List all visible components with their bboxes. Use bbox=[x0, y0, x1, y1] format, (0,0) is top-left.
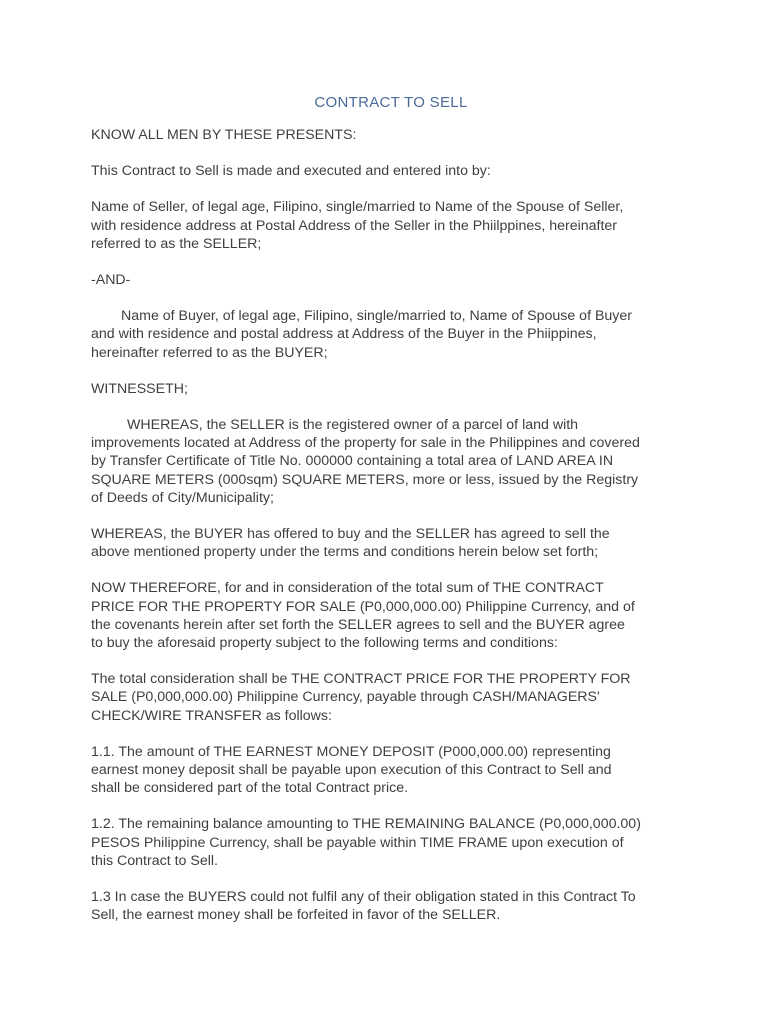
and-separator: -AND- bbox=[91, 272, 131, 289]
document-page bbox=[91, 94, 691, 943]
seller-paragraph: Name of Seller, of legal age, Filipino, single/married to Name of the Spouse of Seller, with residence address at Postal Address of the Seller in the Phiilppines, hereinafter referred to as the SELLER; bbox=[91, 199, 624, 252]
whereas-owner-paragraph: WHEREAS, the SELLER is the registered owner of a parcel of land with improvements located at Address of the property for sale in the Philippines and covered by Transfer Certificate of Title No. 000000 containing a total area of LAND AREA IN SQUARE METERS (000sqm) SQUARE METERS, more or less, issued by the Registry of Deeds of City/Municipality; bbox=[91, 417, 640, 506]
opening-line: KNOW ALL MEN BY THESE PRESENTS: bbox=[91, 127, 357, 143]
buyer-paragraph: Name of Buyer, of legal age, Filipino, single/married to, Name of Spouse of Buyer and with residence and postal address at Address of the Buyer in the Phiippines, hereinafter referred to as the BUYER; bbox=[91, 308, 633, 361]
total-consideration-paragraph: The total consideration shall be THE CONTRACT PRICE FOR THE PROPERTY FOR SALE (P0,000,000.00) Philippine Currency, payable through CASH/MANAGERS' CHECK/WIRE TRANSFER as follows: bbox=[91, 671, 631, 724]
clause-1-3: 1.3 In case the BUYERS could not fulfil any of their obligation stated in this Contract To Sell, the earnest money shall be forfeited in favor of the SELLER. bbox=[91, 889, 636, 924]
whereas-offer-paragraph: WHEREAS, the BUYER has offered to buy and the SELLER has agreed to sell the above mentioned property under the terms and conditions herein below set forth; bbox=[91, 526, 610, 561]
clause-1-2: 1.2. The remaining balance amounting to THE REMAINING BALANCE (P0,000,000.00) PESOS Philippine Currency, shall be payable within TIME FRAME upon execution of this Contract to Sell. bbox=[91, 816, 641, 869]
document-title: CONTRACT TO SELL bbox=[314, 94, 468, 111]
clause-1-1: 1.1. The amount of THE EARNEST MONEY DEPOSIT (P000,000.00) representing earnest money deposit shall be payable upon execution of this Contract to Sell and shall be considered part of the total Contract price. bbox=[91, 743, 612, 797]
witnesseth-heading: WITNESSETH; bbox=[91, 380, 188, 397]
intro-paragraph: This Contract to Sell is made and executed and entered into by: bbox=[91, 163, 491, 180]
now-therefore-paragraph: NOW THEREFORE, for and in consideration of the total sum of THE CONTRACT PRICE FOR THE PROPERTY FOR SALE (P0,000,000.00) Philippine Currency, and of the covenants herein after set forth the SELLER agrees to sell and the BUYER agree to buy the aforesaid property subject to the following terms and conditions: bbox=[91, 580, 635, 652]
